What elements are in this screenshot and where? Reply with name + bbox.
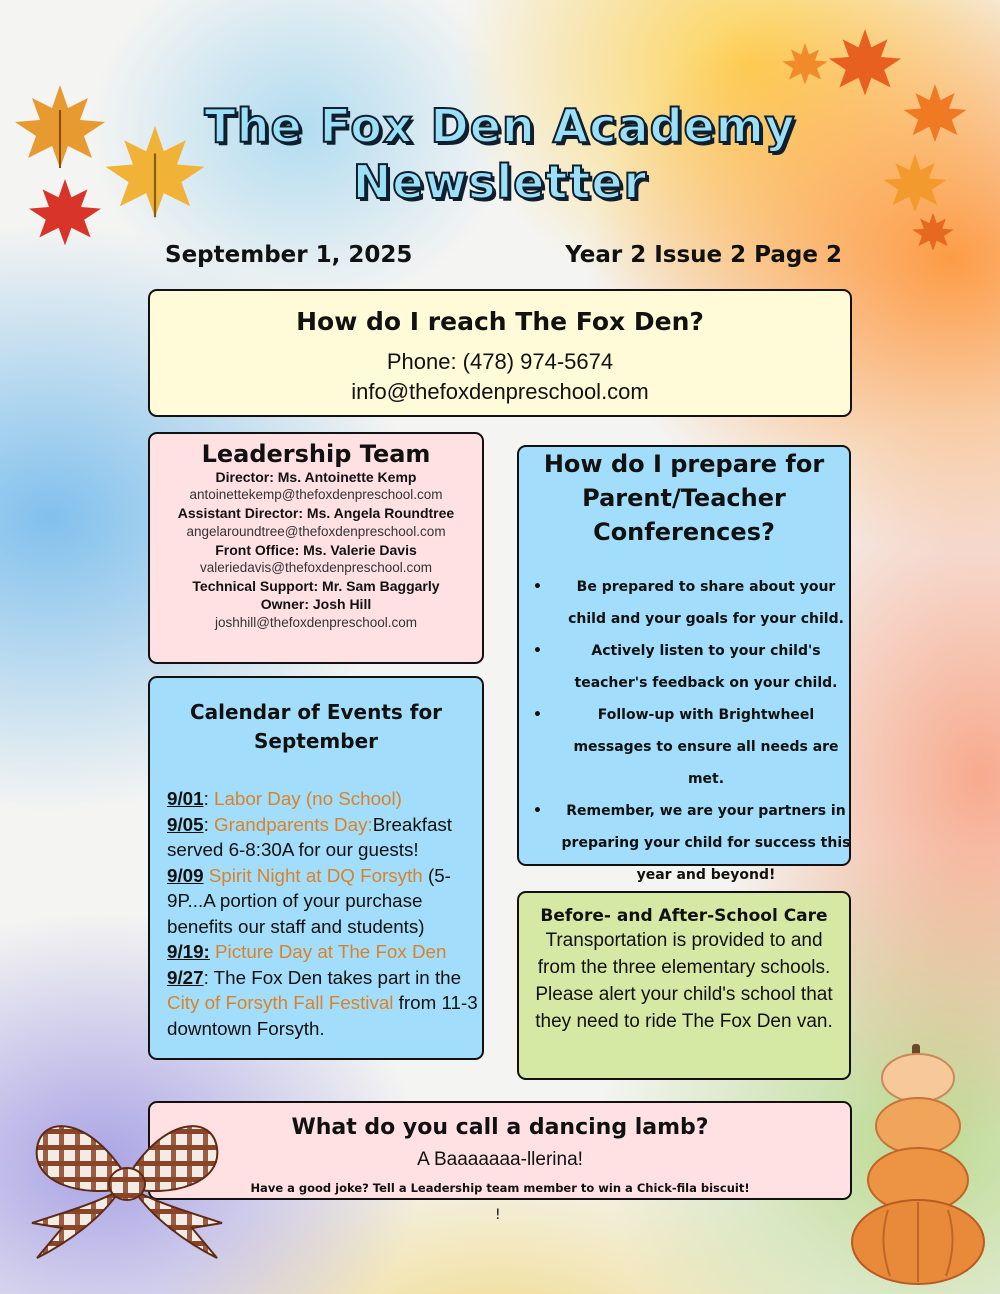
event-detail: from 11-3 downtown Forsyth. — [167, 992, 478, 1039]
event-date: 9/05 — [167, 813, 204, 835]
leadership-email: antoinettekemp@thefoxdenpreschool.com — [189, 487, 443, 503]
bullet-icon: • — [533, 707, 542, 723]
event-sep: : The Fox Den takes part in the — [203, 966, 462, 988]
school-care-heading: Before- and After-School Care — [540, 906, 828, 926]
leadership-box — [148, 432, 484, 664]
event-sep: : — [203, 813, 214, 835]
event-date: 9/01 — [167, 788, 204, 809]
issue-date: September 1, 2025 — [165, 242, 413, 268]
contact-email: info@thefoxdenpreschool.com — [351, 379, 649, 404]
leadership-row: Owner: Josh Hill — [260, 596, 372, 613]
contact-details — [150, 347, 850, 407]
conference-heading — [519, 447, 849, 549]
calendar-heading-line: Calendar of Events for — [189, 700, 443, 724]
conference-heading-line: How do I prepare for — [543, 450, 825, 478]
leadership-email: valeriedavis@thefoxdenpreschool.com — [199, 560, 433, 576]
contact-box — [148, 289, 852, 417]
bullet-icon: • — [533, 803, 542, 819]
tip-text: Remember, we are your partners in preparing your child for success this year and beyond! — [561, 803, 851, 883]
event-item — [167, 939, 485, 965]
event-item — [167, 786, 485, 812]
leadership-heading: Leadership Team — [201, 440, 431, 468]
bullet-icon: • — [533, 579, 542, 595]
event-title: Spirit Night at DQ Forsyth — [208, 864, 423, 886]
conference-heading-line: Conferences? — [593, 518, 775, 546]
event-detail: Breakfast served 6-8:30A for our guests! — [167, 813, 453, 860]
event-item — [167, 965, 485, 1042]
calendar-box — [148, 676, 484, 1060]
joke-prompt: Have a good joke? Tell a Leadership team member to win a Chick-fila biscuit! — [250, 1181, 750, 1195]
contact-heading: How do I reach The Fox Den? — [296, 307, 704, 336]
tip-text: Actively listen to your child's teacher's feedback on your child. — [574, 643, 838, 691]
leadership-row: Technical Support: Mr. Sam Baggarly — [192, 578, 440, 595]
issue-number: Year 2 Issue 2 Page 2 — [565, 242, 842, 268]
event-item — [167, 812, 485, 863]
joke-box — [148, 1101, 852, 1200]
maple-leaf-icon — [910, 210, 956, 252]
pumpkin-stack-icon — [848, 1040, 988, 1290]
event-title: Labor Day (no School) — [214, 788, 402, 809]
maple-leaf-icon — [780, 40, 830, 86]
event-date: 9/19: — [167, 941, 210, 962]
leadership-row: Assistant Director: Ms. Angela Roundtree — [177, 505, 455, 522]
joke-answer: A Baaaaaaa-llerina! — [417, 1149, 583, 1170]
plaid-bow-icon — [22, 1108, 232, 1268]
leadership-row: Front Office: Ms. Valerie Davis — [215, 541, 417, 558]
event-date: 9/09 — [167, 864, 204, 886]
calendar-heading — [150, 698, 482, 756]
maple-leaf-icon — [825, 25, 905, 97]
list-item — [531, 699, 851, 795]
conference-heading-line: Parent/Teacher — [582, 484, 786, 512]
event-item — [167, 863, 485, 940]
list-item — [531, 571, 851, 635]
title-line-2: Newsletter — [352, 155, 648, 209]
joke-trailing-mark: ! — [495, 1207, 501, 1223]
bullet-icon: • — [533, 643, 542, 659]
joke-question: What do you call a dancing lamb? — [291, 1115, 709, 1140]
leadership-email: joshhill@thefoxdenpreschool.com — [214, 614, 418, 630]
school-care-box — [517, 891, 851, 1080]
event-title: Picture Day at The Fox Den — [215, 941, 447, 962]
event-title: City of Forsyth Fall Festival — [167, 992, 394, 1013]
list-item — [531, 635, 851, 699]
calendar-events — [167, 786, 485, 1041]
tip-text: Be prepared to share about your child and your goals for your child. — [568, 579, 844, 627]
event-title: Grandparents Day: — [214, 813, 373, 835]
leadership-email: angelaroundtree@thefoxdenpreschool.com — [186, 523, 446, 539]
tip-text: Follow-up with Brightwheel messages to ensure all needs are met. — [573, 707, 839, 787]
school-care-text: Transportation is provided to and from the three elementary schools. Please alert your child's school that they need to ride The Fox Den van. — [535, 930, 833, 1032]
contact-phone: Phone: (478) 974-5674 — [386, 349, 614, 374]
newsletter-title — [0, 98, 1000, 210]
list-item — [531, 795, 851, 891]
conference-box — [517, 445, 851, 883]
event-detail: (5-9P...A portion of your purchase benefits our staff and students) — [167, 864, 451, 937]
calendar-heading-line: September — [254, 729, 378, 753]
leadership-row: Director: Ms. Antoinette Kemp — [215, 469, 417, 485]
event-date: 9/27 — [167, 966, 204, 988]
title-line-1: The Fox Den Academy — [204, 99, 796, 153]
event-sep: : — [203, 788, 214, 809]
conference-tips-list — [531, 571, 851, 891]
